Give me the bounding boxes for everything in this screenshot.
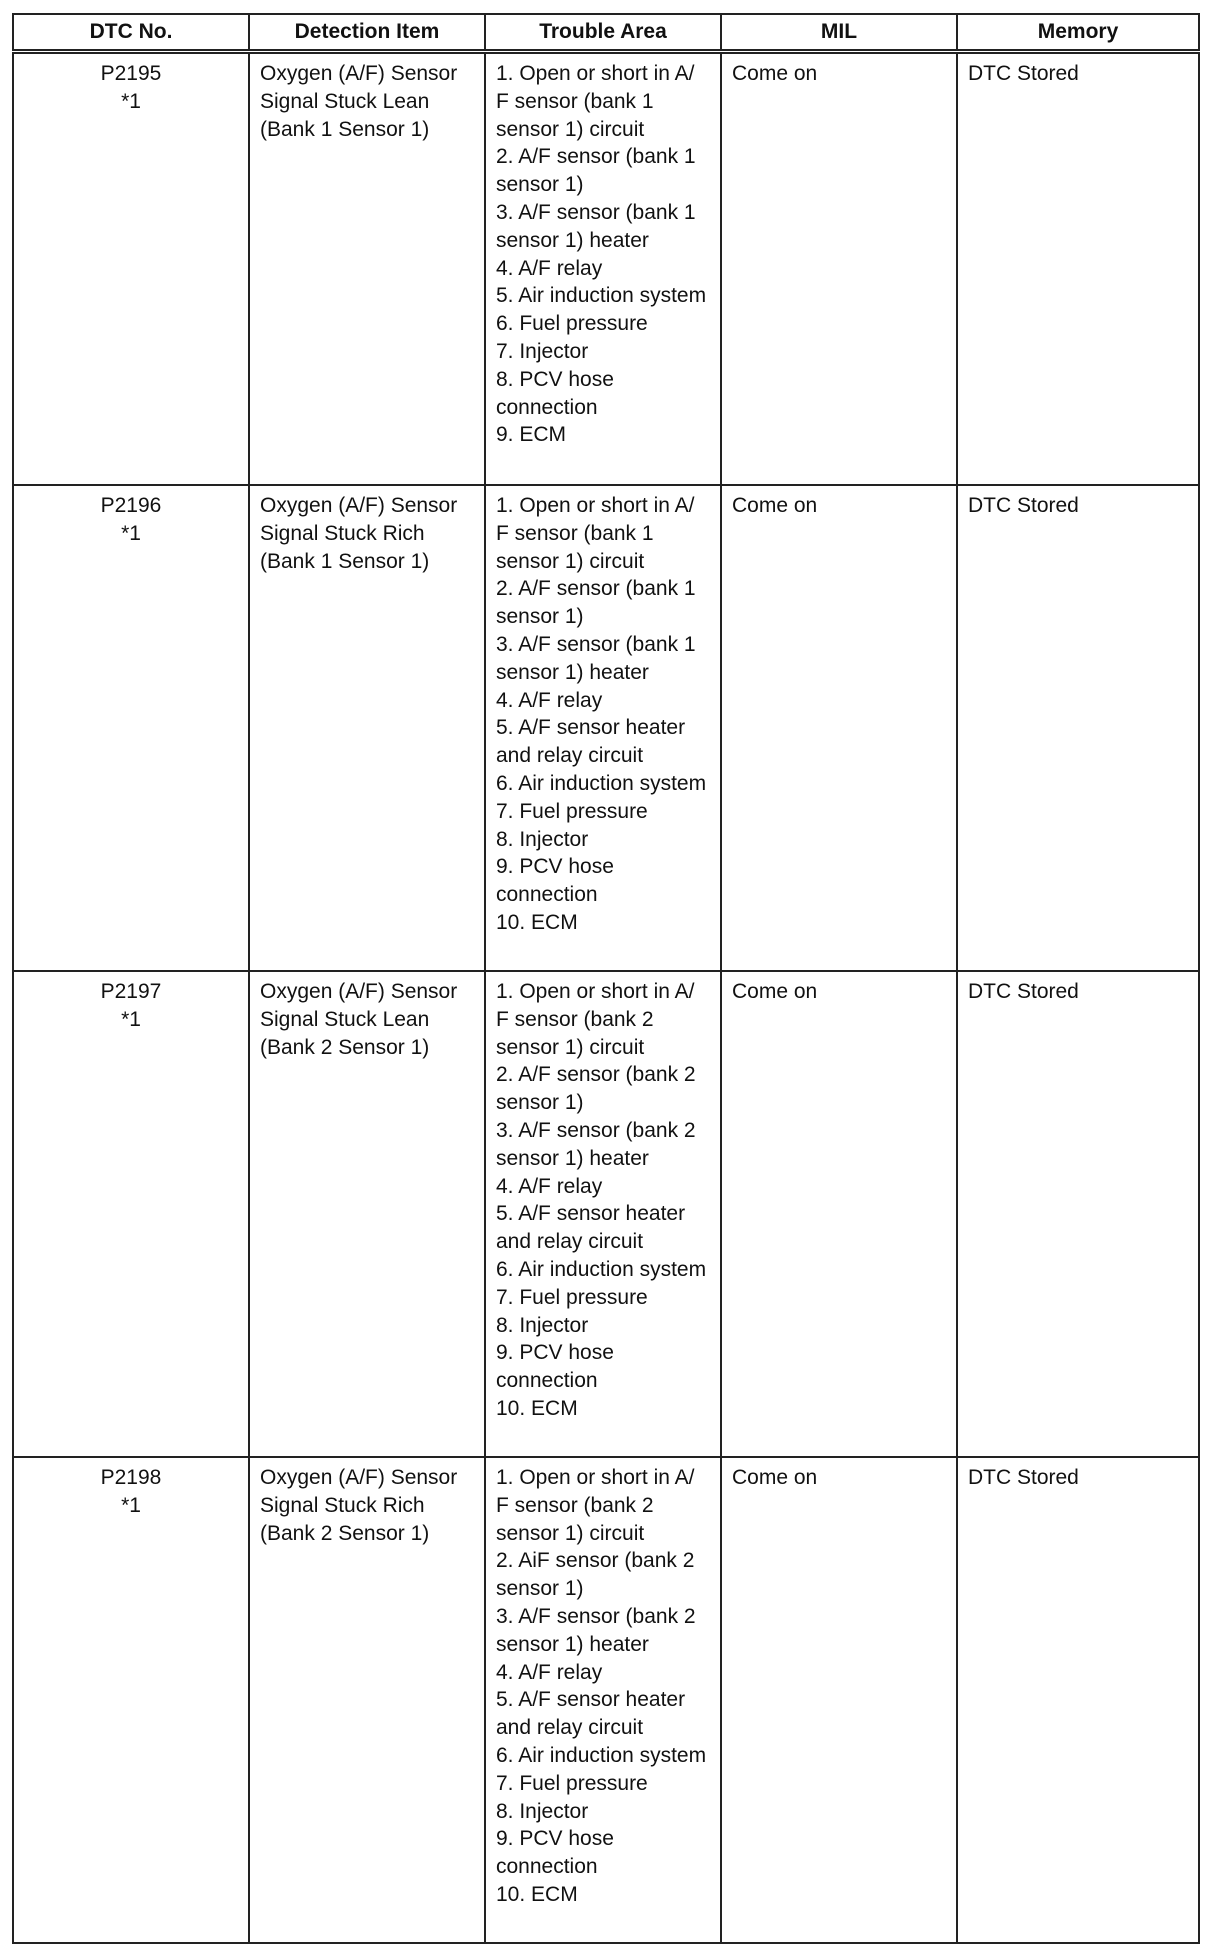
- trouble-area-item: 7. Injector: [496, 339, 589, 363]
- trouble-area-item: 5. A/F sensor heater and relay circuit: [496, 1688, 686, 1740]
- trouble-area-item: 10. ECM: [496, 910, 578, 934]
- trouble-area-item: 9. PCV hose connection: [496, 855, 614, 907]
- trouble-area-item: 8. Injector: [496, 1313, 589, 1337]
- trouble-area-item: 4. A/F relay: [496, 1660, 603, 1684]
- dtc-note: *1: [121, 1493, 141, 1517]
- table-body: [13, 52, 1199, 1944]
- mil-cell: Come on: [721, 1457, 957, 1943]
- trouble-area-item: 6. Air induction system: [496, 771, 707, 795]
- trouble-area-item: 6. Air induction system: [496, 1257, 707, 1281]
- mil-cell: Come on: [721, 52, 957, 486]
- trouble-area-item: 2. A/F sensor (bank 1 sensor 1): [496, 577, 696, 629]
- memory-cell: DTC Stored: [957, 1457, 1199, 1943]
- memory-cell: DTC Stored: [957, 52, 1199, 486]
- trouble-area-item: 9. PCV hose connection: [496, 1341, 614, 1393]
- trouble-area-item: 2. A/F sensor (bank 2 sensor 1): [496, 1063, 696, 1115]
- dtc-note: *1: [121, 521, 141, 545]
- trouble-area-list: [496, 492, 712, 937]
- trouble-area-item: 3. A/F sensor (bank 1 sensor 1) heater: [496, 632, 696, 684]
- trouble-area-item: 2. A/F sensor (bank 1 sensor 1): [496, 145, 696, 197]
- trouble-area-item: 4. A/F relay: [496, 1174, 603, 1198]
- trouble-area-item: 1. Open or short in A/ F sensor (bank 1 sensor 1) circuit: [496, 62, 695, 141]
- trouble-area-item: 6. Air induction system: [496, 1743, 707, 1767]
- trouble-area-item: 6. Fuel pressure: [496, 312, 648, 336]
- mil-cell: Come on: [721, 485, 957, 971]
- header-memory: Memory: [957, 14, 1199, 52]
- trouble-area-item: 4. A/F relay: [496, 256, 603, 280]
- trouble-area-item: 3. A/F sensor (bank 2 sensor 1) heater: [496, 1118, 696, 1170]
- trouble-area-item: 7. Fuel pressure: [496, 799, 648, 823]
- trouble-area-item: 9. PCV hose connection: [496, 1827, 614, 1879]
- trouble-area-cell: [485, 52, 721, 486]
- mil-cell: Come on: [721, 971, 957, 1457]
- trouble-area-item: 3. A/F sensor (bank 1 sensor 1) heater: [496, 200, 696, 252]
- trouble-area-item: 7. Fuel pressure: [496, 1285, 648, 1309]
- trouble-area-item: 8. Injector: [496, 827, 589, 851]
- trouble-area-item: 10. ECM: [496, 1396, 578, 1420]
- header-trouble-area: Trouble Area: [485, 14, 721, 52]
- header-detection-item: Detection Item: [249, 14, 485, 52]
- trouble-area-item: 7. Fuel pressure: [496, 1771, 648, 1795]
- dtc-code: P2198: [100, 1466, 162, 1489]
- table-row: [13, 52, 1199, 486]
- trouble-area-cell: [485, 1457, 721, 1943]
- dtc-cell: [13, 52, 249, 486]
- dtc-code: P2195: [100, 62, 162, 85]
- trouble-area-list: [496, 60, 712, 449]
- dtc-note: *1: [121, 1007, 141, 1031]
- trouble-area-item: 10. ECM: [496, 1882, 578, 1906]
- table-row: [13, 971, 1199, 1457]
- dtc-note: *1: [121, 89, 141, 113]
- trouble-area-item: 3. A/F sensor (bank 2 sensor 1) heater: [496, 1604, 696, 1656]
- dtc-code: P2197: [100, 980, 162, 1003]
- table-row: [13, 1457, 1199, 1943]
- dtc-cell: [13, 971, 249, 1457]
- detection-item-cell: Oxygen (A/F) Sensor Signal Stuck Lean (Bank 1 Sensor 1): [249, 52, 485, 486]
- trouble-area-item: 8. Injector: [496, 1799, 589, 1823]
- trouble-area-item: 5. A/F sensor heater and relay circuit: [496, 1202, 686, 1254]
- memory-cell: DTC Stored: [957, 971, 1199, 1457]
- trouble-area-list: [496, 978, 712, 1423]
- trouble-area-item: 1. Open or short in A/ F sensor (bank 1 sensor 1) circuit: [496, 494, 695, 573]
- header-row: [13, 14, 1199, 52]
- trouble-area-item: 5. A/F sensor heater and relay circuit: [496, 716, 686, 768]
- trouble-area-item: 1. Open or short in A/ F sensor (bank 2 sensor 1) circuit: [496, 1466, 695, 1545]
- table-row: [13, 485, 1199, 971]
- dtc-code: P2196: [100, 494, 162, 517]
- dtc-table: [12, 13, 1200, 1944]
- trouble-area-item: 1. Open or short in A/ F sensor (bank 2 sensor 1) circuit: [496, 980, 695, 1059]
- detection-item-cell: Oxygen (A/F) Sensor Signal Stuck Rich (Bank 2 Sensor 1): [249, 1457, 485, 1943]
- trouble-area-cell: [485, 971, 721, 1457]
- trouble-area-list: [496, 1464, 712, 1909]
- table-header: [13, 14, 1199, 52]
- detection-item-cell: Oxygen (A/F) Sensor Signal Stuck Lean (Bank 2 Sensor 1): [249, 971, 485, 1457]
- memory-cell: DTC Stored: [957, 485, 1199, 971]
- trouble-area-cell: [485, 485, 721, 971]
- trouble-area-item: 4. A/F relay: [496, 688, 603, 712]
- header-dtc-no: DTC No.: [13, 14, 249, 52]
- detection-item-cell: Oxygen (A/F) Sensor Signal Stuck Rich (Bank 1 Sensor 1): [249, 485, 485, 971]
- trouble-area-item: 2. AiF sensor (bank 2 sensor 1): [496, 1549, 695, 1601]
- dtc-cell: [13, 1457, 249, 1943]
- dtc-cell: [13, 485, 249, 971]
- trouble-area-item: 8. PCV hose connection: [496, 367, 614, 419]
- trouble-area-item: 5. Air induction system: [496, 284, 707, 308]
- header-mil: MIL: [721, 14, 957, 52]
- trouble-area-item: 9. ECM: [496, 423, 567, 447]
